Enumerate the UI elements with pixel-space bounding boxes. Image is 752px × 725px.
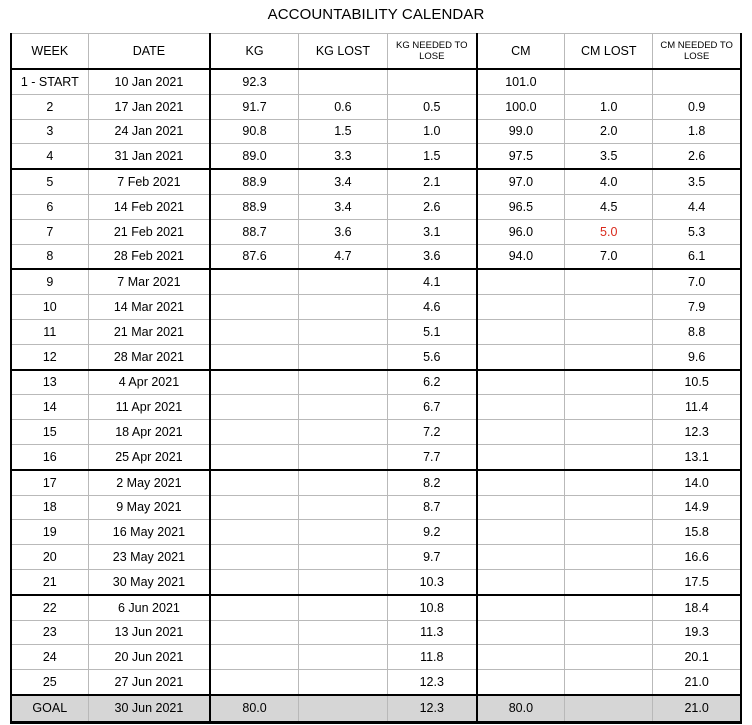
goal-row xyxy=(11,695,741,723)
cell-cm-needed: 14.9 xyxy=(653,495,741,520)
cell-kg-lost xyxy=(298,569,387,594)
cell-cm-lost xyxy=(565,595,653,620)
header-cm-lost: CM LOST xyxy=(565,34,653,70)
table-row xyxy=(11,495,741,520)
cell-cm-lost: 3.5 xyxy=(565,144,653,169)
cell-cm-lost xyxy=(565,444,653,469)
cell-kg-lost xyxy=(298,645,387,670)
cell-kg xyxy=(210,269,298,294)
cell-kg xyxy=(210,444,298,469)
cell-cm-needed: 8.8 xyxy=(653,319,741,344)
cell-cm xyxy=(477,620,565,645)
table-row xyxy=(11,595,741,620)
cell-week: 18 xyxy=(11,495,88,520)
cell-cm xyxy=(477,420,565,445)
cell-kg xyxy=(210,470,298,495)
cell-kg: 89.0 xyxy=(210,144,298,169)
cell-cm-lost xyxy=(565,344,653,369)
cell-week: 9 xyxy=(11,269,88,294)
cell-cm-needed: 15.8 xyxy=(653,520,741,545)
cell-week: 22 xyxy=(11,595,88,620)
table-row xyxy=(11,395,741,420)
cell-kg xyxy=(210,420,298,445)
cell-kg xyxy=(210,545,298,570)
cell-kg-lost xyxy=(298,370,387,395)
cell-cm-lost: 1.0 xyxy=(565,94,653,119)
cell-kg-needed: 5.6 xyxy=(387,344,476,369)
cell-cm-needed: 11.4 xyxy=(653,395,741,420)
goal-cell-date: 30 Jun 2021 xyxy=(88,695,210,723)
goal-cell-kg-lost xyxy=(298,695,387,723)
cell-kg: 88.9 xyxy=(210,194,298,219)
cell-kg-lost xyxy=(298,595,387,620)
cell-date: 25 Apr 2021 xyxy=(88,444,210,469)
goal-cell-cm: 80.0 xyxy=(477,695,565,723)
cell-cm xyxy=(477,319,565,344)
cell-cm xyxy=(477,370,565,395)
cell-kg-lost xyxy=(298,319,387,344)
cell-cm-lost xyxy=(565,395,653,420)
cell-cm: 97.0 xyxy=(477,169,565,194)
cell-kg-lost xyxy=(298,545,387,570)
cell-week: 12 xyxy=(11,344,88,369)
cell-cm-needed: 14.0 xyxy=(653,470,741,495)
cell-kg-lost xyxy=(298,670,387,695)
cell-cm-lost xyxy=(565,545,653,570)
cell-kg xyxy=(210,670,298,695)
cell-date: 21 Feb 2021 xyxy=(88,219,210,244)
cell-cm-needed: 2.6 xyxy=(653,144,741,169)
cell-date: 14 Feb 2021 xyxy=(88,194,210,219)
cell-cm xyxy=(477,520,565,545)
cell-kg-lost xyxy=(298,420,387,445)
cell-kg xyxy=(210,620,298,645)
cell-date: 16 May 2021 xyxy=(88,520,210,545)
cell-kg-needed: 6.7 xyxy=(387,395,476,420)
cell-week: 16 xyxy=(11,444,88,469)
cell-cm-needed: 20.1 xyxy=(653,645,741,670)
cell-date: 7 Feb 2021 xyxy=(88,169,210,194)
header-kg: KG xyxy=(210,34,298,70)
cell-cm xyxy=(477,344,565,369)
cell-kg-needed: 3.6 xyxy=(387,244,476,269)
cell-cm-lost xyxy=(565,645,653,670)
header-cm-needed: CM NEEDED TO LOSE xyxy=(653,34,741,70)
cell-date: 31 Jan 2021 xyxy=(88,144,210,169)
cell-date: 24 Jan 2021 xyxy=(88,119,210,144)
table-row xyxy=(11,119,741,144)
cell-cm-lost: 2.0 xyxy=(565,119,653,144)
cell-cm-lost xyxy=(565,269,653,294)
cell-kg-needed: 9.7 xyxy=(387,545,476,570)
cell-date: 13 Jun 2021 xyxy=(88,620,210,645)
cell-week: 3 xyxy=(11,119,88,144)
cell-cm-lost xyxy=(565,295,653,320)
header-week: WEEK xyxy=(11,34,88,70)
cell-cm-lost xyxy=(565,470,653,495)
cell-week: 20 xyxy=(11,545,88,570)
cell-kg-needed: 9.2 xyxy=(387,520,476,545)
accountability-table xyxy=(10,33,742,724)
cell-kg-needed: 11.3 xyxy=(387,620,476,645)
cell-cm xyxy=(477,269,565,294)
cell-cm-needed xyxy=(653,69,741,94)
cell-kg xyxy=(210,569,298,594)
cell-date: 23 May 2021 xyxy=(88,545,210,570)
cell-cm-lost: 4.0 xyxy=(565,169,653,194)
cell-cm-lost xyxy=(565,620,653,645)
cell-kg xyxy=(210,495,298,520)
cell-cm xyxy=(477,444,565,469)
cell-cm-needed: 18.4 xyxy=(653,595,741,620)
cell-cm-lost xyxy=(565,670,653,695)
goal-cell-week: GOAL xyxy=(11,695,88,723)
table-row xyxy=(11,295,741,320)
cell-kg-needed: 2.6 xyxy=(387,194,476,219)
cell-kg xyxy=(210,319,298,344)
header-kg-needed: KG NEEDED TO LOSE xyxy=(387,34,476,70)
cell-date: 4 Apr 2021 xyxy=(88,370,210,395)
cell-week: 5 xyxy=(11,169,88,194)
cell-week: 17 xyxy=(11,470,88,495)
cell-cm xyxy=(477,395,565,420)
table-row xyxy=(11,444,741,469)
cell-cm: 101.0 xyxy=(477,69,565,94)
table-row xyxy=(11,244,741,269)
cell-week: 7 xyxy=(11,219,88,244)
cell-date: 14 Mar 2021 xyxy=(88,295,210,320)
cell-kg-needed: 7.7 xyxy=(387,444,476,469)
cell-kg-lost xyxy=(298,269,387,294)
cell-kg-lost: 3.4 xyxy=(298,194,387,219)
cell-cm-needed: 21.0 xyxy=(653,670,741,695)
cell-cm: 96.5 xyxy=(477,194,565,219)
cell-kg-lost xyxy=(298,295,387,320)
cell-kg-lost xyxy=(298,69,387,94)
cell-kg-needed: 7.2 xyxy=(387,420,476,445)
header-kg-lost: KG LOST xyxy=(298,34,387,70)
table-row xyxy=(11,645,741,670)
cell-cm-needed: 7.9 xyxy=(653,295,741,320)
cell-date: 20 Jun 2021 xyxy=(88,645,210,670)
table-row xyxy=(11,219,741,244)
cell-cm-needed: 12.3 xyxy=(653,420,741,445)
cell-cm-needed: 3.5 xyxy=(653,169,741,194)
table-row xyxy=(11,470,741,495)
cell-cm-lost xyxy=(565,420,653,445)
cell-kg-lost xyxy=(298,470,387,495)
cell-cm xyxy=(477,670,565,695)
table-row xyxy=(11,545,741,570)
cell-cm xyxy=(477,295,565,320)
cell-kg: 91.7 xyxy=(210,94,298,119)
cell-cm xyxy=(477,645,565,670)
cell-cm-lost: 7.0 xyxy=(565,244,653,269)
cell-kg xyxy=(210,520,298,545)
cell-kg-lost: 4.7 xyxy=(298,244,387,269)
cell-kg xyxy=(210,370,298,395)
cell-cm-needed: 9.6 xyxy=(653,344,741,369)
goal-cell-cm-lost xyxy=(565,695,653,723)
table-row xyxy=(11,94,741,119)
cell-kg-needed: 4.1 xyxy=(387,269,476,294)
cell-date: 10 Jan 2021 xyxy=(88,69,210,94)
cell-date: 11 Apr 2021 xyxy=(88,395,210,420)
cell-kg-needed: 2.1 xyxy=(387,169,476,194)
table-row xyxy=(11,520,741,545)
cell-date: 2 May 2021 xyxy=(88,470,210,495)
cell-cm-needed: 1.8 xyxy=(653,119,741,144)
header-date: DATE xyxy=(88,34,210,70)
cell-kg-needed: 12.3 xyxy=(387,670,476,695)
cell-date: 21 Mar 2021 xyxy=(88,319,210,344)
cell-kg-needed: 4.6 xyxy=(387,295,476,320)
cell-kg: 90.8 xyxy=(210,119,298,144)
cell-cm-needed: 13.1 xyxy=(653,444,741,469)
cell-kg-needed: 8.7 xyxy=(387,495,476,520)
cell-week: 15 xyxy=(11,420,88,445)
cell-kg-needed: 10.3 xyxy=(387,569,476,594)
cell-cm-needed: 7.0 xyxy=(653,269,741,294)
cell-date: 7 Mar 2021 xyxy=(88,269,210,294)
cell-cm: 97.5 xyxy=(477,144,565,169)
table-row xyxy=(11,194,741,219)
cell-kg-lost: 0.6 xyxy=(298,94,387,119)
cell-week: 4 xyxy=(11,144,88,169)
cell-kg-lost: 1.5 xyxy=(298,119,387,144)
cell-cm xyxy=(477,569,565,594)
cell-date: 6 Jun 2021 xyxy=(88,595,210,620)
cell-cm-needed: 5.3 xyxy=(653,219,741,244)
cell-cm-needed: 4.4 xyxy=(653,194,741,219)
goal-cell-kg: 80.0 xyxy=(210,695,298,723)
cell-week: 10 xyxy=(11,295,88,320)
cell-date: 28 Feb 2021 xyxy=(88,244,210,269)
goal-cell-kg-needed: 12.3 xyxy=(387,695,476,723)
cell-kg-needed: 0.5 xyxy=(387,94,476,119)
table-row xyxy=(11,569,741,594)
cell-kg: 92.3 xyxy=(210,69,298,94)
cell-date: 9 May 2021 xyxy=(88,495,210,520)
table-row xyxy=(11,319,741,344)
cell-cm-lost: 5.0 xyxy=(565,219,653,244)
cell-cm: 96.0 xyxy=(477,219,565,244)
cell-kg-needed: 10.8 xyxy=(387,595,476,620)
cell-cm xyxy=(477,495,565,520)
cell-week: 13 xyxy=(11,370,88,395)
cell-cm: 100.0 xyxy=(477,94,565,119)
cell-cm-lost xyxy=(565,370,653,395)
cell-kg-lost: 3.3 xyxy=(298,144,387,169)
table-row xyxy=(11,670,741,695)
cell-kg-needed: 8.2 xyxy=(387,470,476,495)
cell-kg-needed: 5.1 xyxy=(387,319,476,344)
cell-kg-lost xyxy=(298,344,387,369)
cell-kg-lost xyxy=(298,620,387,645)
cell-kg-needed xyxy=(387,69,476,94)
cell-cm-lost: 4.5 xyxy=(565,194,653,219)
table-row xyxy=(11,169,741,194)
cell-kg xyxy=(210,645,298,670)
cell-kg-lost xyxy=(298,444,387,469)
cell-week: 1 - START xyxy=(11,69,88,94)
table-row xyxy=(11,420,741,445)
page-title: ACCOUNTABILITY CALENDAR xyxy=(267,6,485,23)
cell-week: 24 xyxy=(11,645,88,670)
cell-cm-needed: 19.3 xyxy=(653,620,741,645)
cell-week: 11 xyxy=(11,319,88,344)
cell-kg-lost xyxy=(298,495,387,520)
cell-cm xyxy=(477,545,565,570)
cell-cm-needed: 6.1 xyxy=(653,244,741,269)
cell-date: 27 Jun 2021 xyxy=(88,670,210,695)
cell-kg-lost xyxy=(298,395,387,420)
header-row xyxy=(11,34,741,70)
cell-kg: 87.6 xyxy=(210,244,298,269)
cell-kg-lost: 3.6 xyxy=(298,219,387,244)
cell-cm-lost xyxy=(565,319,653,344)
cell-week: 21 xyxy=(11,569,88,594)
cell-kg xyxy=(210,344,298,369)
cell-kg xyxy=(210,395,298,420)
cell-week: 25 xyxy=(11,670,88,695)
cell-cm-lost xyxy=(565,495,653,520)
table-row xyxy=(11,620,741,645)
cell-cm-lost xyxy=(565,569,653,594)
cell-cm-needed: 10.5 xyxy=(653,370,741,395)
cell-cm xyxy=(477,470,565,495)
cell-week: 19 xyxy=(11,520,88,545)
cell-kg-lost xyxy=(298,520,387,545)
cell-cm: 94.0 xyxy=(477,244,565,269)
cell-cm xyxy=(477,595,565,620)
cell-kg xyxy=(210,595,298,620)
goal-cell-cm-needed: 21.0 xyxy=(653,695,741,723)
cell-date: 28 Mar 2021 xyxy=(88,344,210,369)
cell-date: 18 Apr 2021 xyxy=(88,420,210,445)
cell-week: 6 xyxy=(11,194,88,219)
cell-kg-needed: 1.0 xyxy=(387,119,476,144)
cell-week: 23 xyxy=(11,620,88,645)
cell-kg-lost: 3.4 xyxy=(298,169,387,194)
cell-cm-needed: 16.6 xyxy=(653,545,741,570)
table-row xyxy=(11,69,741,94)
cell-week: 8 xyxy=(11,244,88,269)
header-cm: CM xyxy=(477,34,565,70)
cell-kg-needed: 6.2 xyxy=(387,370,476,395)
cell-kg: 88.7 xyxy=(210,219,298,244)
cell-kg-needed: 1.5 xyxy=(387,144,476,169)
cell-kg-needed: 3.1 xyxy=(387,219,476,244)
cell-cm-lost xyxy=(565,520,653,545)
cell-kg xyxy=(210,295,298,320)
cell-week: 2 xyxy=(11,94,88,119)
cell-kg: 88.9 xyxy=(210,169,298,194)
cell-date: 30 May 2021 xyxy=(88,569,210,594)
cell-week: 14 xyxy=(11,395,88,420)
cell-cm-needed: 0.9 xyxy=(653,94,741,119)
table-row xyxy=(11,269,741,294)
cell-cm-needed: 17.5 xyxy=(653,569,741,594)
cell-date: 17 Jan 2021 xyxy=(88,94,210,119)
table-row xyxy=(11,144,741,169)
table-row xyxy=(11,344,741,369)
cell-kg-needed: 11.8 xyxy=(387,645,476,670)
cell-cm: 99.0 xyxy=(477,119,565,144)
table-row xyxy=(11,370,741,395)
cell-cm-lost xyxy=(565,69,653,94)
